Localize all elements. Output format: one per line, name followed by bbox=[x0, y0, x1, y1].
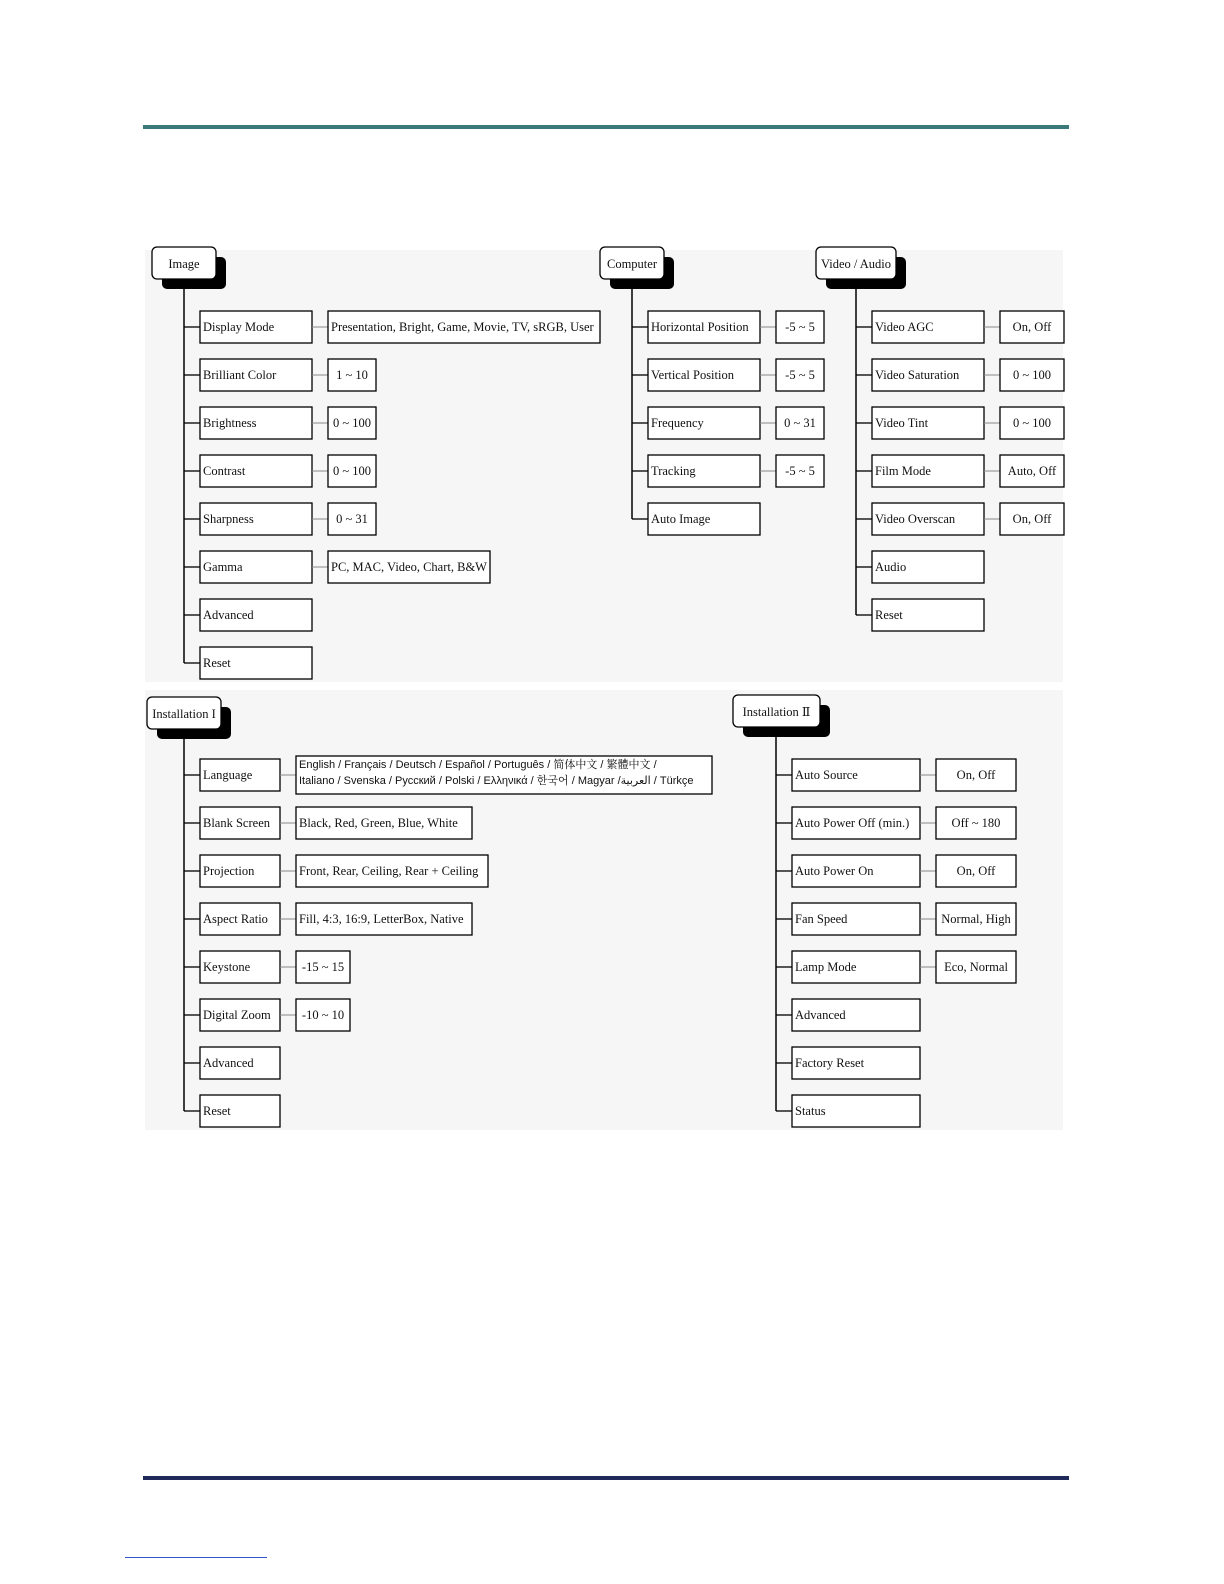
menu-item-brilliant-color bbox=[184, 359, 376, 391]
menu-item-fan-speed bbox=[776, 903, 1016, 935]
option-values-line-1: English / Français / Deutsch / Español / Português / 简体中文 / 繁體中文 / bbox=[299, 759, 657, 771]
item-label: Brilliant Color bbox=[203, 368, 277, 382]
option-values: On, Off bbox=[956, 864, 996, 878]
menu-header-title: Computer bbox=[607, 257, 657, 271]
menu-item-reset bbox=[184, 1095, 280, 1127]
menu-header-title: Video / Audio bbox=[820, 257, 892, 271]
menu-item-frequency bbox=[632, 407, 824, 439]
item-label: Horizontal Position bbox=[651, 320, 749, 334]
item-label: Tracking bbox=[651, 464, 696, 478]
menu-item-factory-reset bbox=[776, 1047, 920, 1079]
option-values: Black, Red, Green, Blue, White bbox=[299, 816, 458, 830]
menu-item-video-agc bbox=[856, 311, 1064, 343]
item-label: Gamma bbox=[203, 560, 243, 574]
menu-item-reset bbox=[856, 599, 984, 631]
menu-header-title: Installation Ⅱ bbox=[742, 705, 811, 719]
menu-item-projection bbox=[184, 855, 488, 887]
option-values: Normal, High bbox=[941, 912, 1011, 926]
item-label: Auto Power Off (min.) bbox=[795, 816, 910, 830]
menu-item-advanced bbox=[776, 999, 920, 1031]
menu-item-contrast bbox=[184, 455, 376, 487]
menu-item-film-mode bbox=[856, 455, 1064, 487]
menu-item-language bbox=[184, 756, 712, 794]
item-label: Reset bbox=[203, 656, 231, 670]
menu-video-audio bbox=[816, 247, 1064, 631]
menu-item-horizontal-position bbox=[632, 311, 824, 343]
option-values: On, Off bbox=[1012, 320, 1052, 334]
menu-computer bbox=[600, 247, 824, 535]
option-values: Auto, Off bbox=[1007, 464, 1057, 478]
item-label: Factory Reset bbox=[795, 1056, 865, 1070]
menu-item-brightness bbox=[184, 407, 376, 439]
item-label: Aspect Ratio bbox=[203, 912, 268, 926]
item-label: Auto Source bbox=[795, 768, 858, 782]
option-values-line-2: Italiano / Svenska / Русский / Polski / Ελληνικά / 한국어 / Magyar /العربية / Türkçe bbox=[299, 775, 694, 787]
footer-link-underline bbox=[125, 1557, 267, 1558]
option-values: 0 ~ 100 bbox=[332, 464, 372, 478]
option-values: -10 ~ 10 bbox=[301, 1008, 345, 1022]
item-label: Contrast bbox=[203, 464, 246, 478]
item-label: Film Mode bbox=[875, 464, 931, 478]
item-label: Frequency bbox=[651, 416, 704, 430]
menu-item-auto-power-off-min bbox=[776, 807, 1016, 839]
menu-item-auto-source bbox=[776, 759, 1016, 791]
item-label: Video Overscan bbox=[875, 512, 956, 526]
menu-item-reset bbox=[184, 647, 312, 679]
item-label: Language bbox=[203, 768, 253, 782]
item-label: Vertical Position bbox=[651, 368, 734, 382]
item-label: Advanced bbox=[795, 1008, 846, 1022]
option-values: Eco, Normal bbox=[944, 960, 1008, 974]
option-values: 1 ~ 10 bbox=[336, 368, 368, 382]
item-label: Reset bbox=[203, 1104, 231, 1118]
menu-item-video-overscan bbox=[856, 503, 1064, 535]
item-label: Brightness bbox=[203, 416, 257, 430]
item-label: Lamp Mode bbox=[795, 960, 857, 974]
menu-item-gamma bbox=[184, 551, 490, 583]
menu-item-auto-power-on bbox=[776, 855, 1016, 887]
item-label: Fan Speed bbox=[795, 912, 848, 926]
option-values: -5 ~ 5 bbox=[785, 464, 815, 478]
item-label: Auto Image bbox=[651, 512, 711, 526]
menu-image bbox=[152, 247, 600, 679]
menu-item-sharpness bbox=[184, 503, 376, 535]
menu-item-video-saturation bbox=[856, 359, 1064, 391]
option-values: 0 ~ 100 bbox=[1012, 368, 1052, 382]
item-label: Display Mode bbox=[203, 320, 275, 334]
menu-item-blank-screen bbox=[184, 807, 472, 839]
item-label: Digital Zoom bbox=[203, 1008, 271, 1022]
menu-item-tracking bbox=[632, 455, 824, 487]
menu-item-lamp-mode bbox=[776, 951, 1016, 983]
option-values: 0 ~ 31 bbox=[336, 512, 368, 526]
menu-item-vertical-position bbox=[632, 359, 824, 391]
option-values: On, Off bbox=[956, 768, 996, 782]
item-label: Blank Screen bbox=[203, 816, 270, 830]
item-label: Advanced bbox=[203, 1056, 254, 1070]
item-label: Video Saturation bbox=[875, 368, 960, 382]
menu-header-title: Image bbox=[168, 257, 200, 271]
item-label: Reset bbox=[875, 608, 903, 622]
option-values: -5 ~ 5 bbox=[785, 368, 815, 382]
option-values: Fill, 4:3, 16:9, LetterBox, Native bbox=[299, 912, 464, 926]
item-label: Auto Power On bbox=[795, 864, 874, 878]
menu-item-keystone bbox=[184, 951, 350, 983]
item-label: Status bbox=[795, 1104, 826, 1118]
menu-item-advanced bbox=[184, 1047, 280, 1079]
menu-item-auto-image bbox=[632, 503, 760, 535]
footer-rule bbox=[143, 1476, 1069, 1480]
menu-item-digital-zoom bbox=[184, 999, 350, 1031]
menu-installation-2 bbox=[733, 695, 1016, 1127]
item-label: Keystone bbox=[203, 960, 251, 974]
item-label: Video AGC bbox=[875, 320, 934, 334]
option-values: 0 ~ 31 bbox=[784, 416, 816, 430]
item-label: Projection bbox=[203, 864, 255, 878]
option-values: 0 ~ 100 bbox=[1012, 416, 1052, 430]
item-label: Audio bbox=[875, 560, 907, 574]
option-values: Off ~ 180 bbox=[951, 816, 1001, 830]
menu-item-aspect-ratio bbox=[184, 903, 472, 935]
option-values: On, Off bbox=[1012, 512, 1052, 526]
option-values: 0 ~ 100 bbox=[332, 416, 372, 430]
menu-item-audio bbox=[856, 551, 984, 583]
menu-item-status bbox=[776, 1095, 920, 1127]
option-values: Presentation, Bright, Game, Movie, TV, sRGB, User bbox=[331, 320, 594, 334]
menu-header-title: Installation I bbox=[152, 707, 216, 721]
option-values: Front, Rear, Ceiling, Rear + Ceiling bbox=[299, 864, 479, 878]
menu-item-video-tint bbox=[856, 407, 1064, 439]
item-label: Sharpness bbox=[203, 512, 254, 526]
item-label: Advanced bbox=[203, 608, 254, 622]
option-values: -15 ~ 15 bbox=[301, 960, 345, 974]
menu-item-display-mode bbox=[184, 311, 600, 343]
item-label: Video Tint bbox=[875, 416, 929, 430]
menu-item-advanced bbox=[184, 599, 312, 631]
option-values: PC, MAC, Video, Chart, B&W bbox=[331, 560, 487, 574]
option-values: -5 ~ 5 bbox=[785, 320, 815, 334]
menu-installation-1 bbox=[147, 697, 712, 1127]
